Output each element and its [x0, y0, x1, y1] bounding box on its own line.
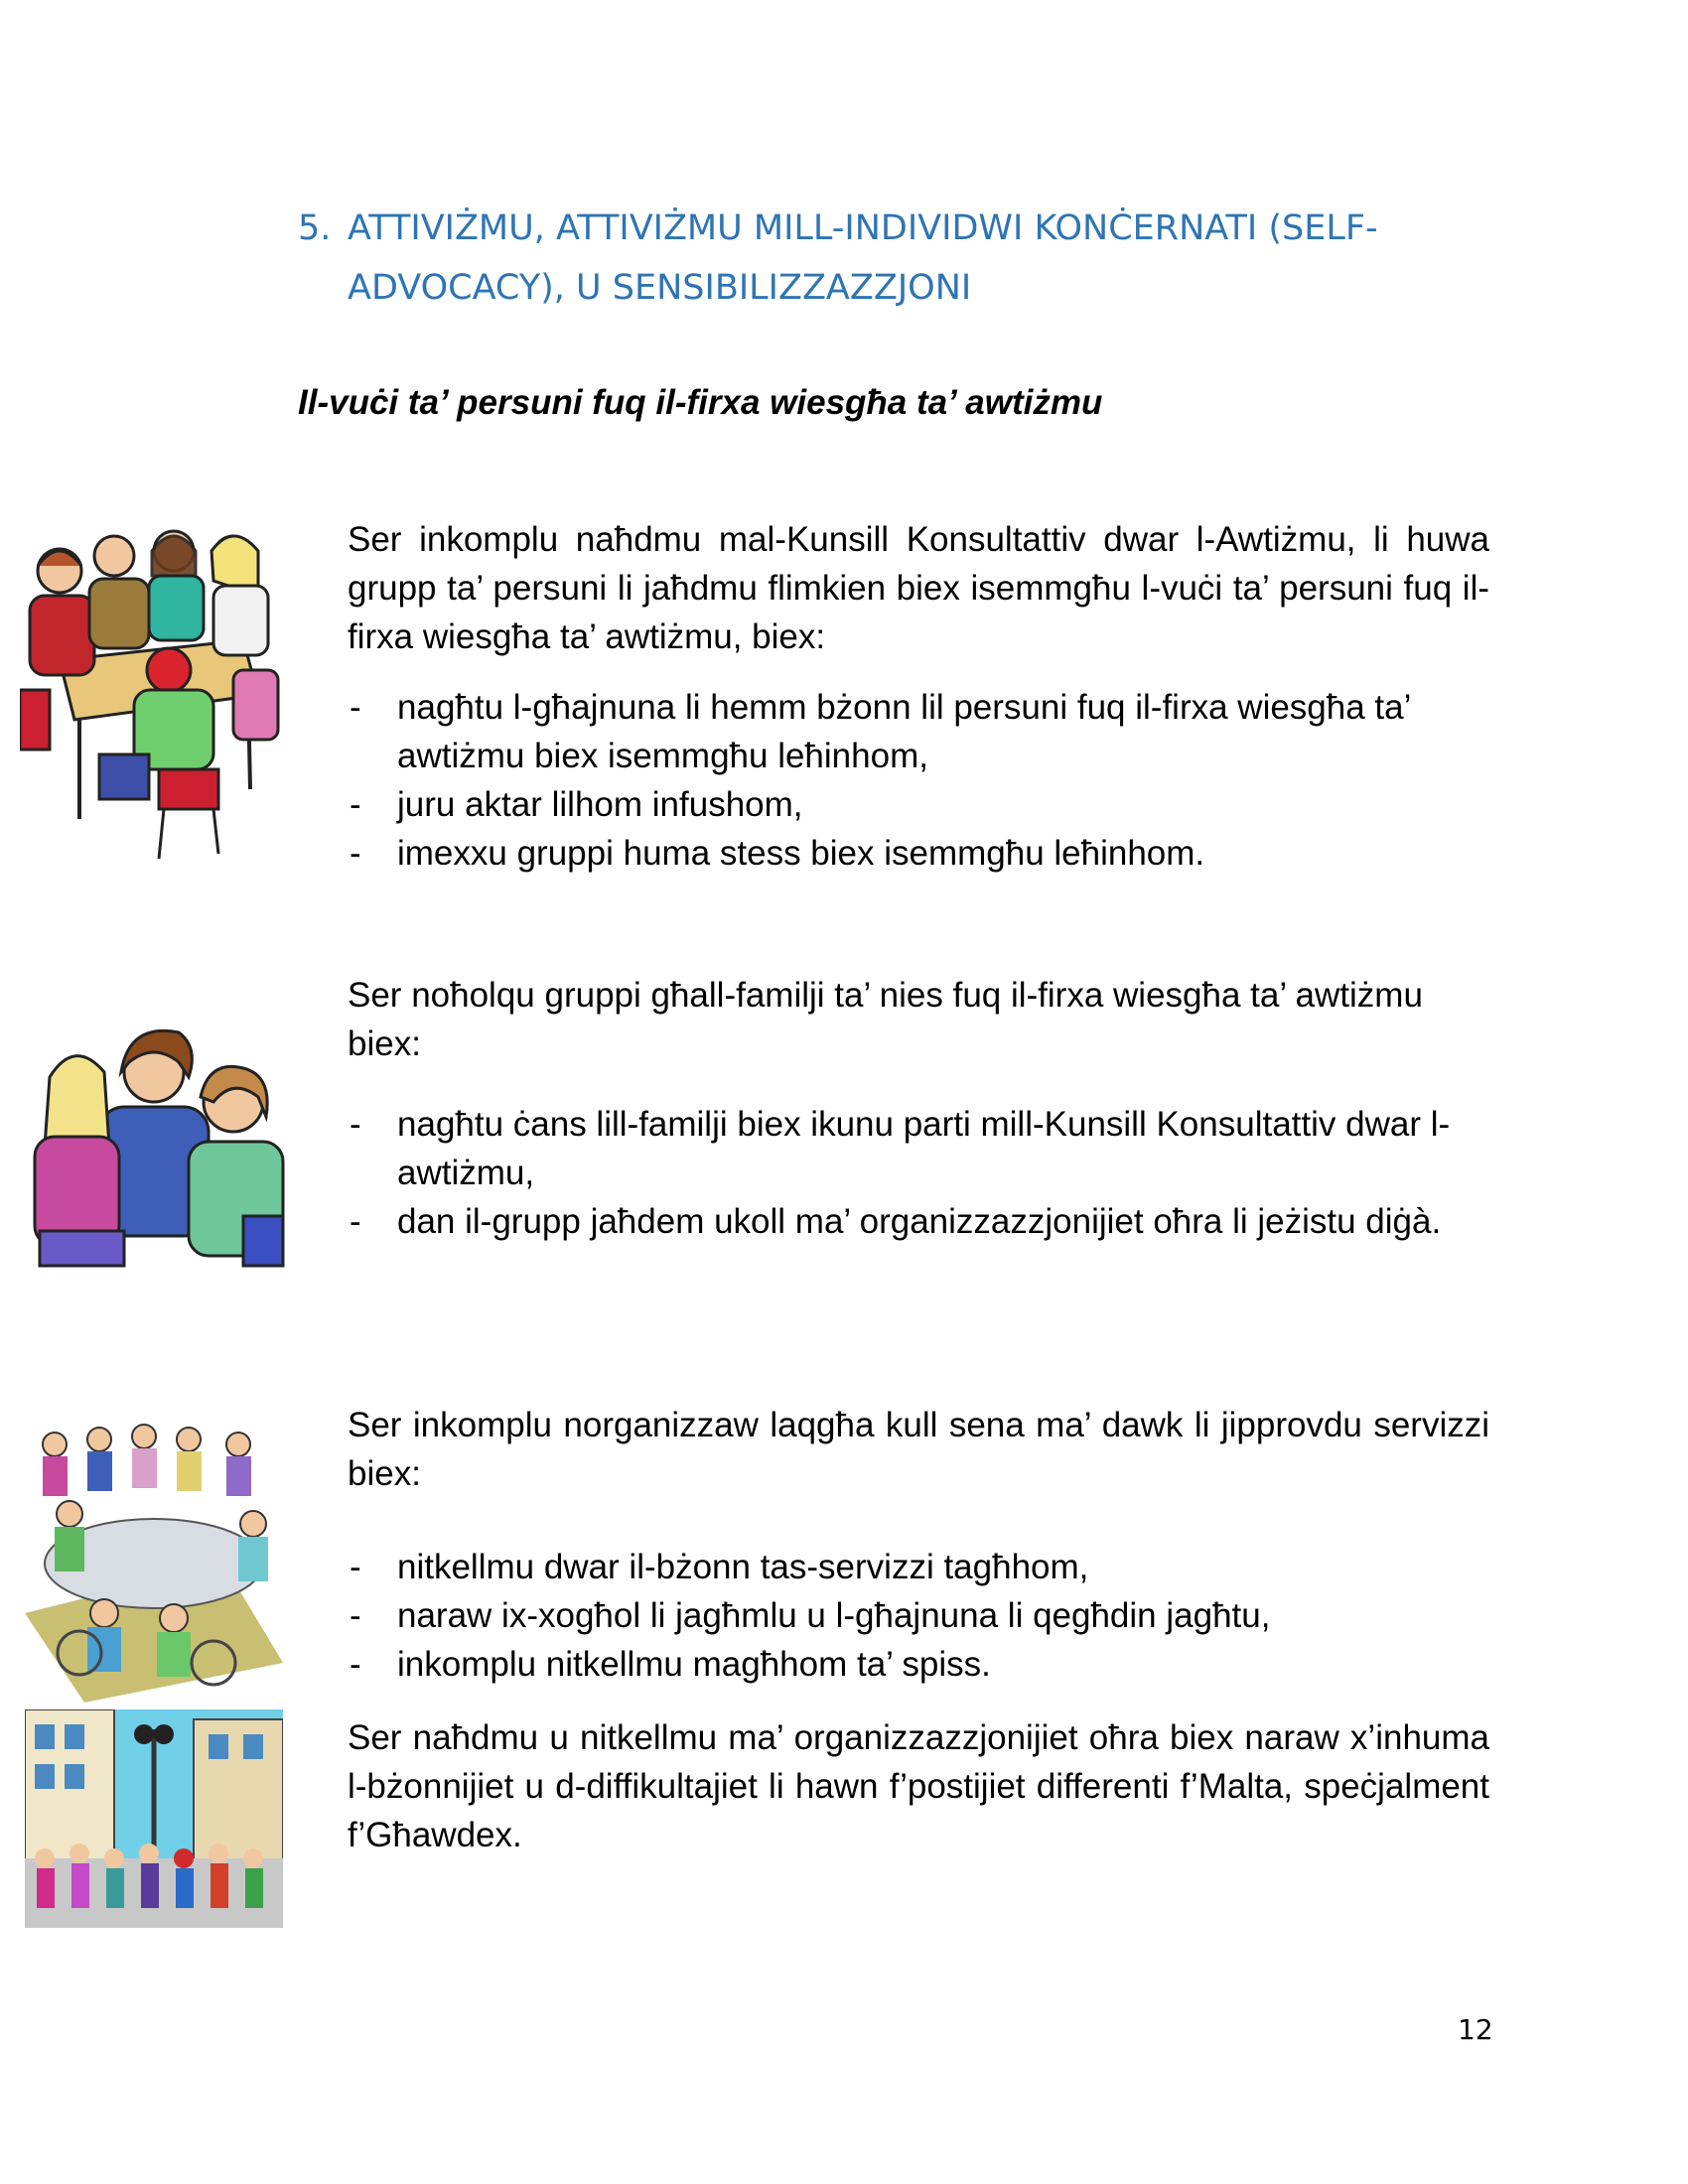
section3-intro: Ser inkomplu norganizzaw laqgħa kull sena ma’ dawk li jipprovdu servizzi biex:: [348, 1406, 1489, 1493]
section3-list: [348, 1543, 1489, 1689]
list-item: - inkomplu nitkellmu magħhom ta’ spiss.: [348, 1640, 1489, 1689]
meeting-table-illustration: [20, 521, 283, 864]
section-heading: [298, 199, 1450, 318]
subtitle: Il-vuċi ta’ persuni fuq il-firxa wiesgħa ta’ awtiżmu: [298, 383, 1103, 422]
list-item: - juru aktar lilhom infushom,: [348, 780, 1489, 829]
section1-intro: Ser inkomplu naħdmu mal-Kunsill Konsultattiv dwar l-Awtiżmu, li huwa grupp ta’ persuni li jaħdmu flimkien biex isemmgħu l-vuċi ta’ persuni fuq il-firxa wiesgħa ta’ awtiżmu, biex:: [348, 520, 1489, 656]
list-item: - imexxu gruppi huma stess biex isemmgħu leħinhom.: [348, 829, 1489, 878]
section1-list: [348, 683, 1489, 878]
list-item: - nitkellmu dwar il-bżonn tas-servizzi tagħhom,: [348, 1543, 1489, 1591]
list-item: - nagħtu l-għajnuna li hemm bżonn lil persuni fuq il-firxa wiesgħa ta’ awtiżmu biex isemmgħu leħinhom,: [348, 683, 1489, 780]
section4-text: Ser naħdmu u nitkellmu ma’ organizzazzjonijiet oħra biex naraw x’inhuma l-bżonnijiet u d-diffikultajiet li hawn f’postijiet differenti f’Malta, speċjalment f’Għawdex.: [348, 1718, 1489, 1854]
section-number: 5.: [298, 208, 332, 248]
service-providers-meeting-illustration: [25, 1415, 283, 1703]
family-group-illustration: [30, 1018, 288, 1271]
list-item: - dan il-grupp jaħdem ukoll ma’ organizzazzjonijiet oħra li jeżistu diġà.: [348, 1197, 1489, 1246]
section2-list: [348, 1100, 1489, 1246]
section-title: ATTIVIŻMU, ATTIVIŻMU MILL-INDIVIDWI KONĊERNATI (SELF-ADVOCACY), U SENSIBILIZZAZZJONI: [348, 208, 1378, 308]
list-item: - naraw ix-xogħol li jagħmlu u l-għajnuna li qegħdin jagħtu,: [348, 1591, 1489, 1640]
section2-intro: Ser noħolqu gruppi għall-familji ta’ nies fuq il-firxa wiesgħa ta’ awtiżmu biex:: [348, 976, 1423, 1063]
list-item: - nagħtu ċans lill-familji biex ikunu parti mill-Kunsill Konsultattiv dwar l-awtiżmu,: [348, 1100, 1489, 1197]
page-number: 12: [1458, 2013, 1493, 2046]
street-crowd-illustration: [25, 1709, 283, 1928]
